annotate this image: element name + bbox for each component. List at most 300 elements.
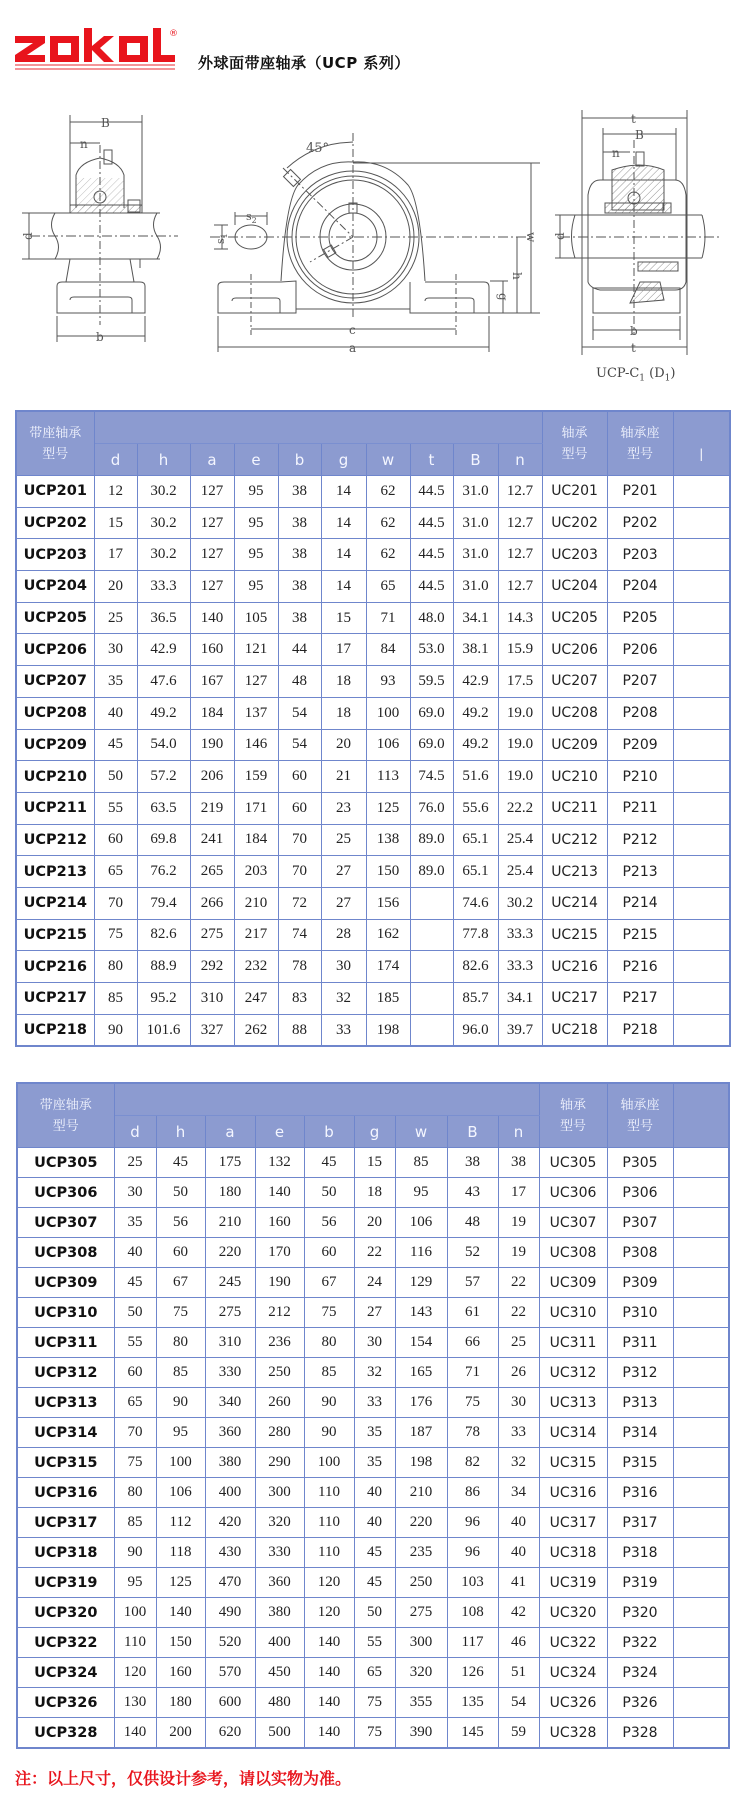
- dim-cell-B: 65.1: [453, 824, 498, 856]
- dim-cell-a: 127: [190, 571, 234, 603]
- housing-cell: P215: [607, 919, 673, 951]
- svg-text:®: ®: [169, 29, 178, 39]
- model-cell: UCP317: [17, 1508, 114, 1538]
- dim-cell-B: 49.2: [453, 697, 498, 729]
- dim-cell-e: 146: [234, 729, 278, 761]
- dim-cell-a: 420: [205, 1508, 255, 1538]
- dim-cell-e: 232: [234, 951, 278, 983]
- dim-cell-t: 48.0: [410, 602, 453, 634]
- table-row: [16, 476, 730, 508]
- dim-cell-g: 20: [354, 1208, 395, 1238]
- model-cell: UCP207: [16, 666, 94, 698]
- dim-cell-b: 110: [304, 1508, 354, 1538]
- dim-cell-n: 34: [498, 1478, 539, 1508]
- dim-cell-t: 89.0: [410, 824, 453, 856]
- dim-cell-w: 390: [395, 1718, 447, 1749]
- dim-cell-e: 171: [234, 792, 278, 824]
- extra-cell: [673, 507, 730, 539]
- header-dim-b: b: [278, 444, 321, 476]
- dim-cell-B: 55.6: [453, 792, 498, 824]
- dim-cell-B: 48: [447, 1208, 498, 1238]
- dim-cell-n: 15.9: [498, 634, 542, 666]
- extra-cell: [673, 1268, 729, 1298]
- dim-cell-b: 44: [278, 634, 321, 666]
- housing-cell: P218: [607, 1014, 673, 1046]
- housing-cell: P212: [607, 824, 673, 856]
- table-row: [17, 1208, 729, 1238]
- header-model: 带座轴承 型号: [17, 1083, 114, 1148]
- dim-cell-d: 15: [94, 507, 137, 539]
- dim-cell-d: 55: [94, 792, 137, 824]
- dim-cell-B: 96: [447, 1538, 498, 1568]
- dim-cell-e: 247: [234, 983, 278, 1015]
- dim-cell-g: 30: [354, 1328, 395, 1358]
- extra-cell: [673, 634, 730, 666]
- housing-cell: P203: [607, 539, 673, 571]
- dim-cell-t: 69.0: [410, 697, 453, 729]
- dim-cell-b: 140: [304, 1718, 354, 1749]
- dim-cell-e: 184: [234, 824, 278, 856]
- dim-cell-a: 127: [190, 539, 234, 571]
- svg-text:n: n: [80, 137, 88, 151]
- housing-cell: P217: [607, 983, 673, 1015]
- dim-cell-d: 85: [94, 983, 137, 1015]
- svg-text:t: t: [631, 341, 636, 355]
- dim-cell-b: 60: [278, 792, 321, 824]
- dim-cell-g: 33: [321, 1014, 366, 1046]
- table-row: [16, 983, 730, 1015]
- dim-cell-w: 300: [395, 1628, 447, 1658]
- table-row: [16, 951, 730, 983]
- dim-cell-w: 62: [366, 539, 410, 571]
- model-cell: UCP315: [17, 1448, 114, 1478]
- dim-cell-h: 118: [156, 1538, 205, 1568]
- model-cell: UCP201: [16, 476, 94, 508]
- table-row: [17, 1358, 729, 1388]
- table-row: [17, 1238, 729, 1268]
- dim-cell-d: 95: [114, 1568, 156, 1598]
- dim-cell-e: 137: [234, 697, 278, 729]
- dim-cell-w: 220: [395, 1508, 447, 1538]
- dim-cell-a: 220: [205, 1238, 255, 1268]
- dim-cell-w: 150: [366, 856, 410, 888]
- dim-cell-n: 17.5: [498, 666, 542, 698]
- dim-cell-B: 86: [447, 1478, 498, 1508]
- dim-cell-b: 140: [304, 1688, 354, 1718]
- dim-cell-w: 185: [366, 983, 410, 1015]
- dim-cell-e: 260: [255, 1388, 304, 1418]
- bearing-cell: UC312: [539, 1358, 607, 1388]
- header-dim-h: h: [156, 1116, 205, 1148]
- dim-cell-d: 55: [114, 1328, 156, 1358]
- extra-cell: [673, 729, 730, 761]
- header-dim-a: a: [205, 1116, 255, 1148]
- model-cell: UCP214: [16, 887, 94, 919]
- housing-cell: P201: [607, 476, 673, 508]
- model-cell: UCP209: [16, 729, 94, 761]
- dim-cell-n: 12.7: [498, 476, 542, 508]
- drawing-caption: UCP-$C_1$ $(D_1)$: [596, 366, 676, 384]
- model-cell: UCP210: [16, 761, 94, 793]
- dim-cell-B: 31.0: [453, 571, 498, 603]
- bearing-cell: UC217: [542, 983, 607, 1015]
- dim-cell-n: 30.2: [498, 887, 542, 919]
- bearing-cell: UC203: [542, 539, 607, 571]
- dim-cell-h: 60: [156, 1238, 205, 1268]
- svg-text:w: w: [524, 232, 538, 243]
- extra-cell: [673, 951, 730, 983]
- bearing-cell: UC313: [539, 1388, 607, 1418]
- dim-cell-h: 57.2: [137, 761, 190, 793]
- bearing-cell: UC326: [539, 1688, 607, 1718]
- dim-cell-b: 70: [278, 856, 321, 888]
- dim-cell-a: 327: [190, 1014, 234, 1046]
- dim-cell-a: 330: [205, 1358, 255, 1388]
- dim-cell-n: 12.7: [498, 507, 542, 539]
- dim-cell-w: 154: [395, 1328, 447, 1358]
- model-cell: UCP307: [17, 1208, 114, 1238]
- dim-cell-b: 54: [278, 697, 321, 729]
- dim-cell-d: 40: [114, 1238, 156, 1268]
- dim-cell-g: 14: [321, 539, 366, 571]
- table-row: [16, 729, 730, 761]
- dim-cell-n: 33.3: [498, 919, 542, 951]
- dim-cell-w: 125: [366, 792, 410, 824]
- model-cell: UCP310: [17, 1298, 114, 1328]
- model-cell: UCP312: [17, 1358, 114, 1388]
- dim-cell-b: 75: [304, 1298, 354, 1328]
- dim-cell-d: 110: [114, 1628, 156, 1658]
- dim-cell-a: 210: [205, 1208, 255, 1238]
- extra-cell: [673, 761, 730, 793]
- dim-cell-h: 200: [156, 1718, 205, 1749]
- dim-cell-a: 360: [205, 1418, 255, 1448]
- bearing-cell: UC308: [539, 1238, 607, 1268]
- table-row: [16, 666, 730, 698]
- housing-cell: P214: [607, 887, 673, 919]
- dim-cell-B: 126: [447, 1658, 498, 1688]
- model-cell: UCP216: [16, 951, 94, 983]
- page-title: 外球面带座轴承（UCP 系列）: [198, 54, 410, 72]
- header-dim-b-upper: B: [447, 1116, 498, 1148]
- dim-cell-B: 74.6: [453, 887, 498, 919]
- extra-cell: [673, 1658, 729, 1688]
- dim-cell-B: 96.0: [453, 1014, 498, 1046]
- dim-cell-w: 176: [395, 1388, 447, 1418]
- svg-text:n: n: [612, 146, 620, 160]
- dim-cell-d: 80: [94, 951, 137, 983]
- header-dim-n: n: [498, 444, 542, 476]
- dim-cell-n: 33: [498, 1418, 539, 1448]
- dim-cell-h: 85: [156, 1358, 205, 1388]
- dim-cell-g: 15: [354, 1148, 395, 1178]
- dim-cell-w: 100: [366, 697, 410, 729]
- header-dim-d: d: [94, 444, 137, 476]
- dim-cell-g: 21: [321, 761, 366, 793]
- housing-cell: P305: [607, 1148, 673, 1178]
- dim-cell-B: 31.0: [453, 507, 498, 539]
- dim-cell-d: 130: [114, 1688, 156, 1718]
- dim-cell-g: 55: [354, 1628, 395, 1658]
- dim-cell-h: 76.2: [137, 856, 190, 888]
- table-row: [17, 1178, 729, 1208]
- dim-cell-e: 330: [255, 1538, 304, 1568]
- extra-cell: [673, 887, 730, 919]
- dim-cell-w: 116: [395, 1238, 447, 1268]
- dim-cell-w: 62: [366, 476, 410, 508]
- dim-cell-t: 44.5: [410, 476, 453, 508]
- dim-cell-n: 19.0: [498, 761, 542, 793]
- model-cell: UCP308: [17, 1238, 114, 1268]
- dim-cell-g: 18: [354, 1178, 395, 1208]
- housing-cell: P314: [607, 1418, 673, 1448]
- dim-cell-w: 106: [366, 729, 410, 761]
- dim-cell-d: 35: [94, 666, 137, 698]
- header-bearing: 轴承 型号: [542, 411, 607, 476]
- dim-cell-e: 450: [255, 1658, 304, 1688]
- dim-cell-a: 184: [190, 697, 234, 729]
- extra-cell: [673, 1508, 729, 1538]
- dim-cell-t: [410, 919, 453, 951]
- dim-cell-n: 19.0: [498, 697, 542, 729]
- extra-cell: [673, 1448, 729, 1478]
- extra-cell: [673, 1014, 730, 1046]
- header-extra: [673, 1083, 729, 1148]
- housing-cell: P309: [607, 1268, 673, 1298]
- dim-cell-n: 40: [498, 1508, 539, 1538]
- dim-cell-e: 217: [234, 919, 278, 951]
- dim-cell-d: 45: [114, 1268, 156, 1298]
- dim-cell-w: 165: [395, 1358, 447, 1388]
- header-dim-d: d: [114, 1116, 156, 1148]
- bearing-cell: UC314: [539, 1418, 607, 1448]
- dim-cell-a: 265: [190, 856, 234, 888]
- bearing-cell: UC322: [539, 1628, 607, 1658]
- extra-cell: [673, 1628, 729, 1658]
- dim-cell-B: 82: [447, 1448, 498, 1478]
- dim-cell-g: 75: [354, 1688, 395, 1718]
- dim-cell-B: 34.1: [453, 602, 498, 634]
- model-cell: UCP203: [16, 539, 94, 571]
- dim-cell-b: 72: [278, 887, 321, 919]
- bearing-cell: UC316: [539, 1478, 607, 1508]
- model-cell: UCP306: [17, 1178, 114, 1208]
- bearing-cell: UC320: [539, 1598, 607, 1628]
- dim-cell-w: 187: [395, 1418, 447, 1448]
- dim-cell-d: 50: [94, 761, 137, 793]
- table-row: [16, 856, 730, 888]
- dim-cell-b: 83: [278, 983, 321, 1015]
- dim-cell-n: 30: [498, 1388, 539, 1418]
- dim-cell-n: 26: [498, 1358, 539, 1388]
- dim-cell-g: 40: [354, 1508, 395, 1538]
- dim-cell-e: 160: [255, 1208, 304, 1238]
- table-row: [17, 1478, 729, 1508]
- housing-cell: P206: [607, 634, 673, 666]
- dim-cell-a: 520: [205, 1628, 255, 1658]
- dim-cell-n: 12.7: [498, 539, 542, 571]
- svg-text:h: h: [510, 272, 524, 280]
- dim-cell-d: 75: [94, 919, 137, 951]
- dim-cell-w: 156: [366, 887, 410, 919]
- header-extra: |: [673, 411, 730, 476]
- dim-cell-b: 50: [304, 1178, 354, 1208]
- dim-cell-B: 38: [447, 1148, 498, 1178]
- dim-cell-g: 35: [354, 1418, 395, 1448]
- header-housing: 轴承座 型号: [607, 1083, 673, 1148]
- table-row: [17, 1418, 729, 1448]
- right-view-drawing: [553, 110, 720, 355]
- bearing-cell: UC201: [542, 476, 607, 508]
- dim-cell-d: 60: [94, 824, 137, 856]
- dim-cell-h: 90: [156, 1388, 205, 1418]
- housing-cell: P205: [607, 602, 673, 634]
- dim-cell-w: 129: [395, 1268, 447, 1298]
- housing-cell: P312: [607, 1358, 673, 1388]
- model-cell: UCP305: [17, 1148, 114, 1178]
- bearing-cell: UC209: [542, 729, 607, 761]
- dim-cell-e: 480: [255, 1688, 304, 1718]
- dim-cell-w: 71: [366, 602, 410, 634]
- dim-cell-n: 19: [498, 1208, 539, 1238]
- angle-label: 45°: [306, 141, 330, 156]
- housing-cell: P202: [607, 507, 673, 539]
- housing-cell: P210: [607, 761, 673, 793]
- technical-drawing: [0, 90, 750, 400]
- header-dim-g: g: [321, 444, 366, 476]
- dim-cell-t: 53.0: [410, 634, 453, 666]
- dim-cell-a: 160: [190, 634, 234, 666]
- dim-cell-w: 198: [366, 1014, 410, 1046]
- table-row: [17, 1538, 729, 1568]
- extra-cell: [673, 1718, 729, 1749]
- extra-cell: [673, 792, 730, 824]
- dim-cell-w: 250: [395, 1568, 447, 1598]
- header-dim-e: e: [255, 1116, 304, 1148]
- dim-cell-B: 66: [447, 1328, 498, 1358]
- dim-cell-g: 28: [321, 919, 366, 951]
- bearing-cell: UC324: [539, 1658, 607, 1688]
- dim-cell-a: 470: [205, 1568, 255, 1598]
- dim-cell-a: 275: [190, 919, 234, 951]
- dim-cell-b: 110: [304, 1538, 354, 1568]
- zokol-logo: [15, 28, 185, 73]
- table-row: [16, 571, 730, 603]
- housing-cell: P320: [607, 1598, 673, 1628]
- housing-cell: P319: [607, 1568, 673, 1598]
- header-dim-t: t: [410, 444, 453, 476]
- dim-cell-n: 39.7: [498, 1014, 542, 1046]
- dim-cell-B: 61: [447, 1298, 498, 1328]
- housing-cell: P207: [607, 666, 673, 698]
- dim-cell-b: 140: [304, 1628, 354, 1658]
- table-row: [17, 1598, 729, 1628]
- dim-cell-b: 74: [278, 919, 321, 951]
- dim-cell-b: 38: [278, 507, 321, 539]
- housing-cell: P204: [607, 571, 673, 603]
- dim-cell-g: 18: [321, 697, 366, 729]
- dim-cell-a: 241: [190, 824, 234, 856]
- dim-cell-h: 50: [156, 1178, 205, 1208]
- table-row: [17, 1388, 729, 1418]
- housing-cell: P317: [607, 1508, 673, 1538]
- dim-cell-e: 500: [255, 1718, 304, 1749]
- bearing-cell: UC207: [542, 666, 607, 698]
- dim-cell-e: 170: [255, 1238, 304, 1268]
- header-dim-e: e: [234, 444, 278, 476]
- dim-cell-t: 59.5: [410, 666, 453, 698]
- model-cell: UCP217: [16, 983, 94, 1015]
- housing-cell: P324: [607, 1658, 673, 1688]
- model-cell: UCP206: [16, 634, 94, 666]
- dim-cell-a: 490: [205, 1598, 255, 1628]
- dim-cell-g: 15: [321, 602, 366, 634]
- dim-cell-B: 82.6: [453, 951, 498, 983]
- dim-cell-d: 65: [94, 856, 137, 888]
- dim-cell-d: 30: [114, 1178, 156, 1208]
- extra-cell: [673, 856, 730, 888]
- dim-cell-n: 19.0: [498, 729, 542, 761]
- dim-cell-t: 44.5: [410, 571, 453, 603]
- housing-cell: P322: [607, 1628, 673, 1658]
- svg-text:s2: $s_2$: [246, 210, 257, 225]
- dim-cell-B: 31.0: [453, 539, 498, 571]
- extra-cell: [673, 1568, 729, 1598]
- dim-cell-a: 175: [205, 1148, 255, 1178]
- dim-cell-t: 69.0: [410, 729, 453, 761]
- extra-cell: [673, 919, 730, 951]
- dim-cell-a: 430: [205, 1538, 255, 1568]
- bearing-cell: UC311: [539, 1328, 607, 1358]
- dim-cell-n: 40: [498, 1538, 539, 1568]
- dim-cell-n: 34.1: [498, 983, 542, 1015]
- dim-cell-a: 266: [190, 887, 234, 919]
- dim-cell-t: 44.5: [410, 539, 453, 571]
- model-cell: UCP212: [16, 824, 94, 856]
- dim-cell-t: 74.5: [410, 761, 453, 793]
- dim-cell-g: 45: [354, 1538, 395, 1568]
- dim-cell-h: 95: [156, 1418, 205, 1448]
- dim-cell-B: 75: [447, 1388, 498, 1418]
- dim-cell-h: 30.2: [137, 507, 190, 539]
- dim-cell-h: 33.3: [137, 571, 190, 603]
- dim-cell-g: 30: [321, 951, 366, 983]
- dim-cell-d: 45: [94, 729, 137, 761]
- dim-cell-h: 88.9: [137, 951, 190, 983]
- dim-cell-b: 90: [304, 1418, 354, 1448]
- dim-cell-b: 88: [278, 1014, 321, 1046]
- dim-cell-B: 135: [447, 1688, 498, 1718]
- zokol-logo-mark-icon: [15, 28, 185, 73]
- housing-cell: P310: [607, 1298, 673, 1328]
- bearing-cell: UC328: [539, 1718, 607, 1749]
- bearing-cell: UC208: [542, 697, 607, 729]
- dim-cell-B: 52: [447, 1238, 498, 1268]
- dim-cell-B: 42.9: [453, 666, 498, 698]
- dim-cell-h: 56: [156, 1208, 205, 1238]
- dim-cell-w: 65: [366, 571, 410, 603]
- bearing-cell: UC206: [542, 634, 607, 666]
- bearing-cell: UC211: [542, 792, 607, 824]
- dim-cell-a: 292: [190, 951, 234, 983]
- dim-cell-a: 190: [190, 729, 234, 761]
- dim-cell-b: 38: [278, 539, 321, 571]
- dim-cell-b: 67: [304, 1268, 354, 1298]
- svg-text:b: b: [96, 330, 104, 344]
- dim-cell-n: 17: [498, 1178, 539, 1208]
- dim-cell-h: 30.2: [137, 476, 190, 508]
- dim-cell-b: 38: [278, 476, 321, 508]
